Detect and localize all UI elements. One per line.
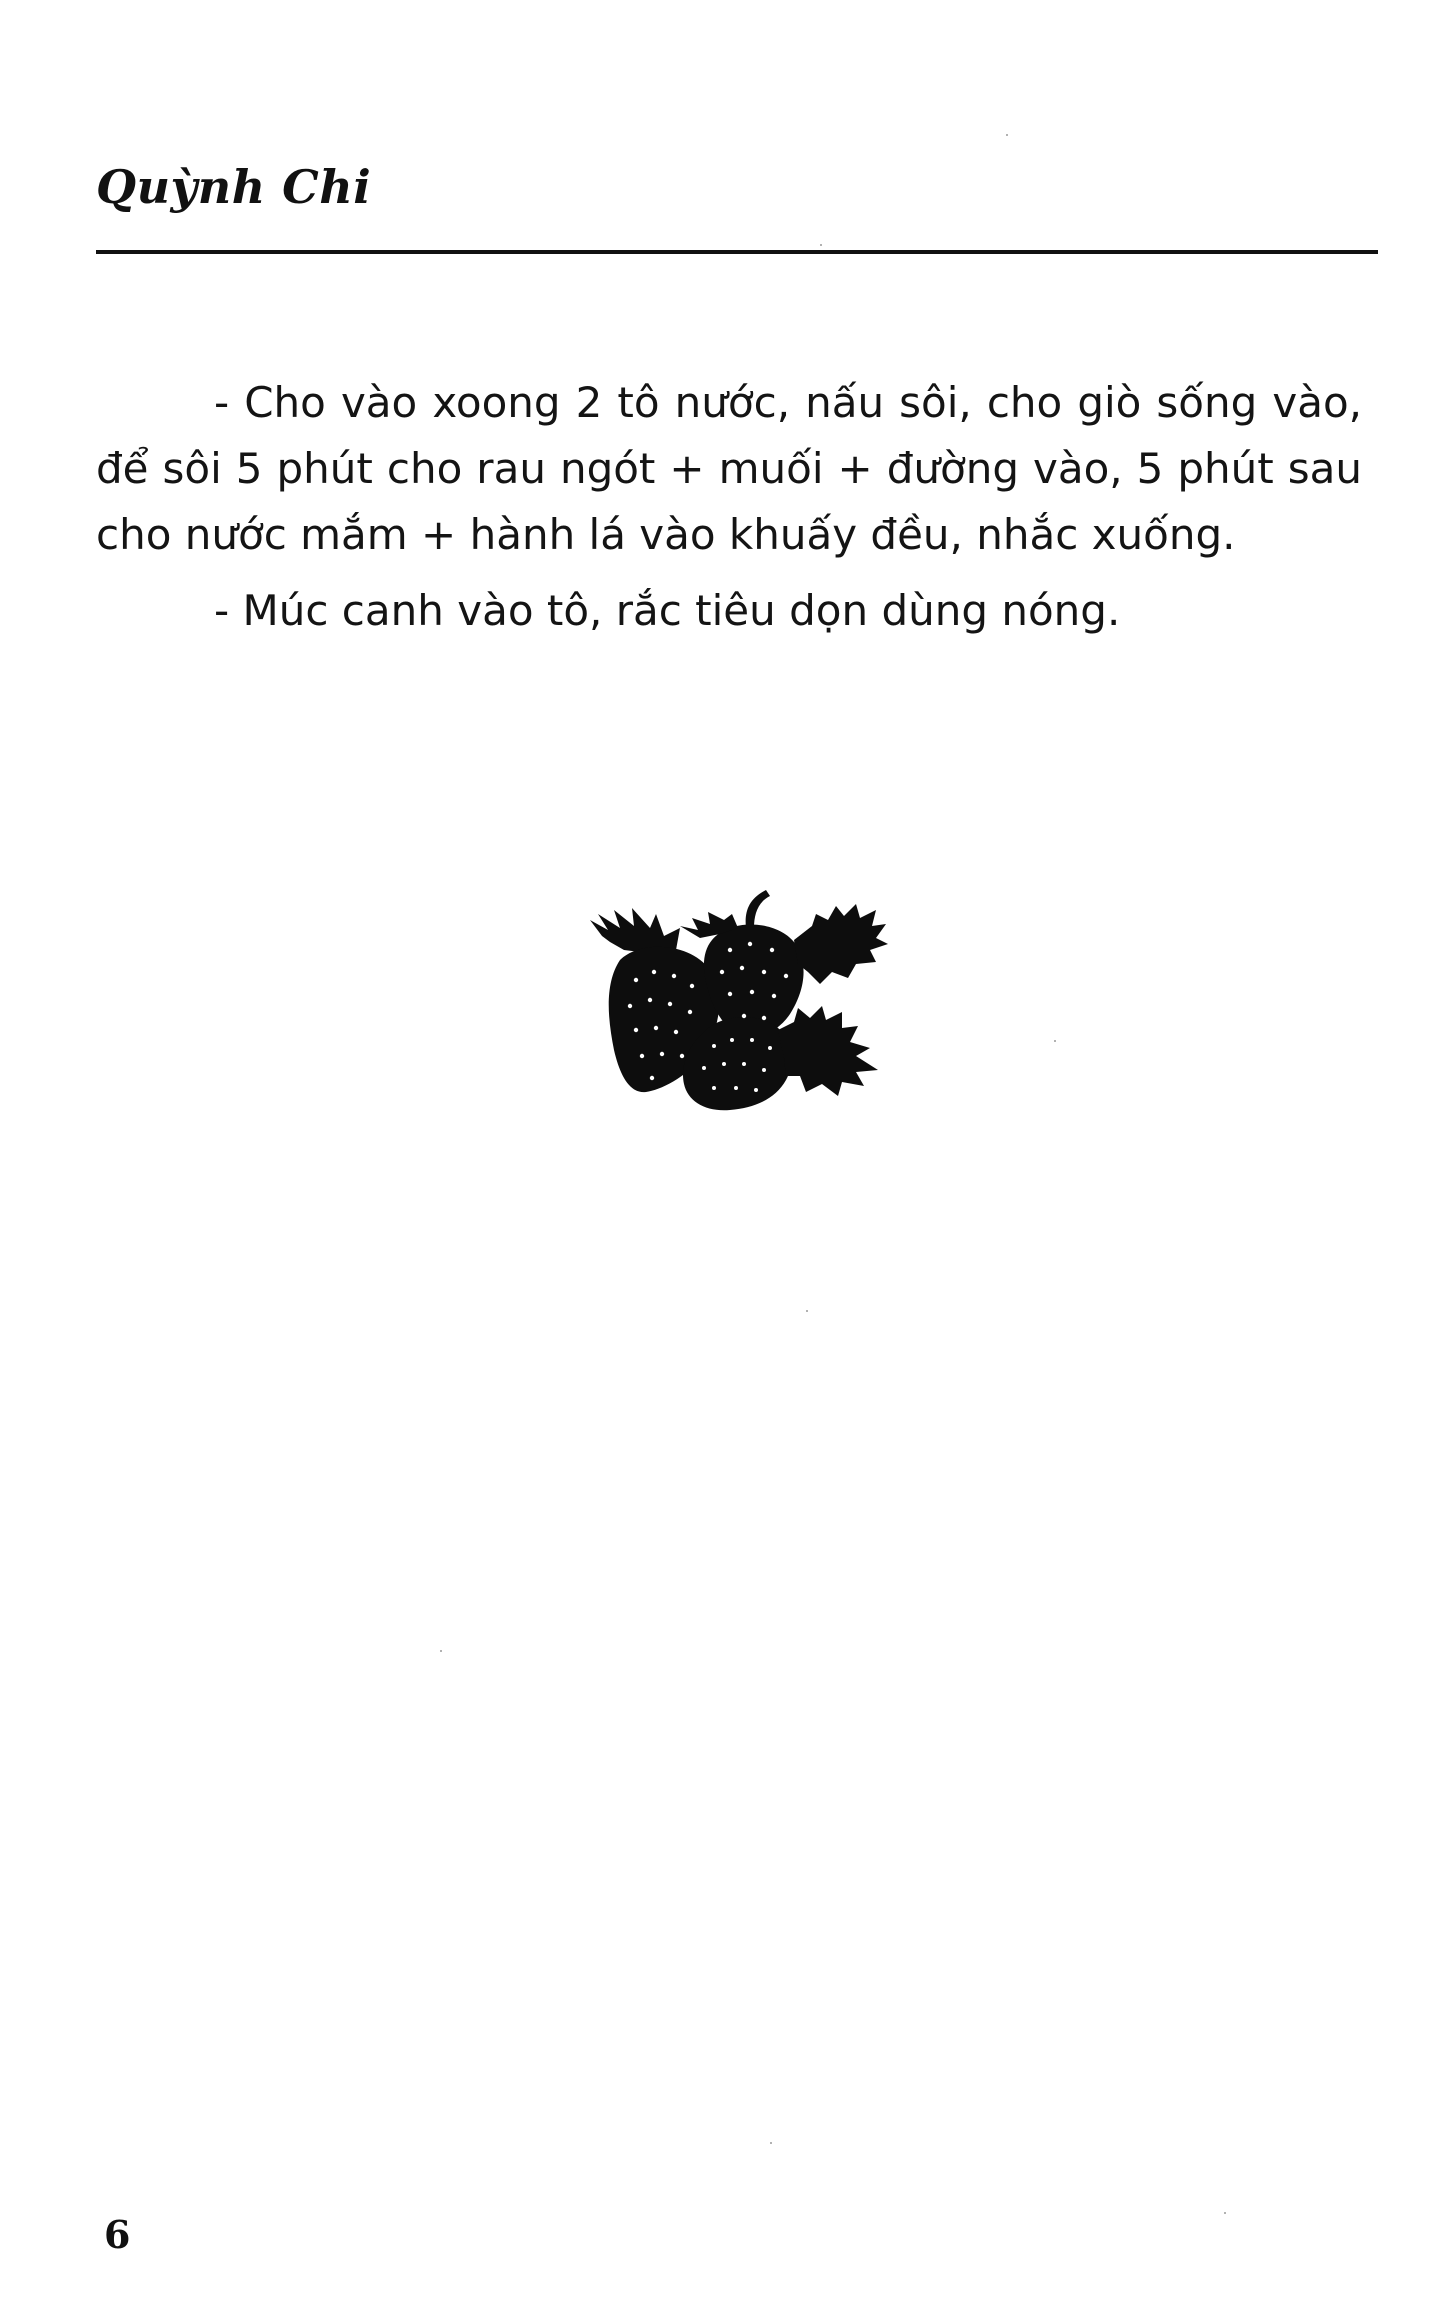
running-header-title: Quỳnh Chi xyxy=(96,160,372,214)
scan-speck xyxy=(1224,2212,1226,2214)
right-leaf xyxy=(794,904,888,984)
strawberries-icon xyxy=(580,880,920,1150)
scan-speck xyxy=(1054,1040,1056,1042)
upper-stem xyxy=(746,890,770,928)
scan-speck xyxy=(770,2142,772,2144)
page-number: 6 xyxy=(104,2212,131,2257)
paragraph-step-2: - Múc canh vào tô, rắc tiêu dọn dùng nóng. xyxy=(214,586,1121,635)
scan-speck xyxy=(806,1310,808,1312)
scan-speck xyxy=(820,244,822,246)
scan-speck xyxy=(1006,134,1008,136)
lower-leaf xyxy=(778,1006,878,1096)
header-divider xyxy=(96,250,1378,254)
scan-speck xyxy=(440,1650,442,1652)
paragraph-step-1: - Cho vào xoong 2 tô nước, nấu sôi, cho giò sống vào, để sôi 5 phút cho rau ngót + muối + đường vào, 5 phút sau cho nước mắm + hành lá vào khuấy đều, nhắc xuống. xyxy=(96,378,1362,559)
recipe-body xyxy=(96,370,1362,644)
